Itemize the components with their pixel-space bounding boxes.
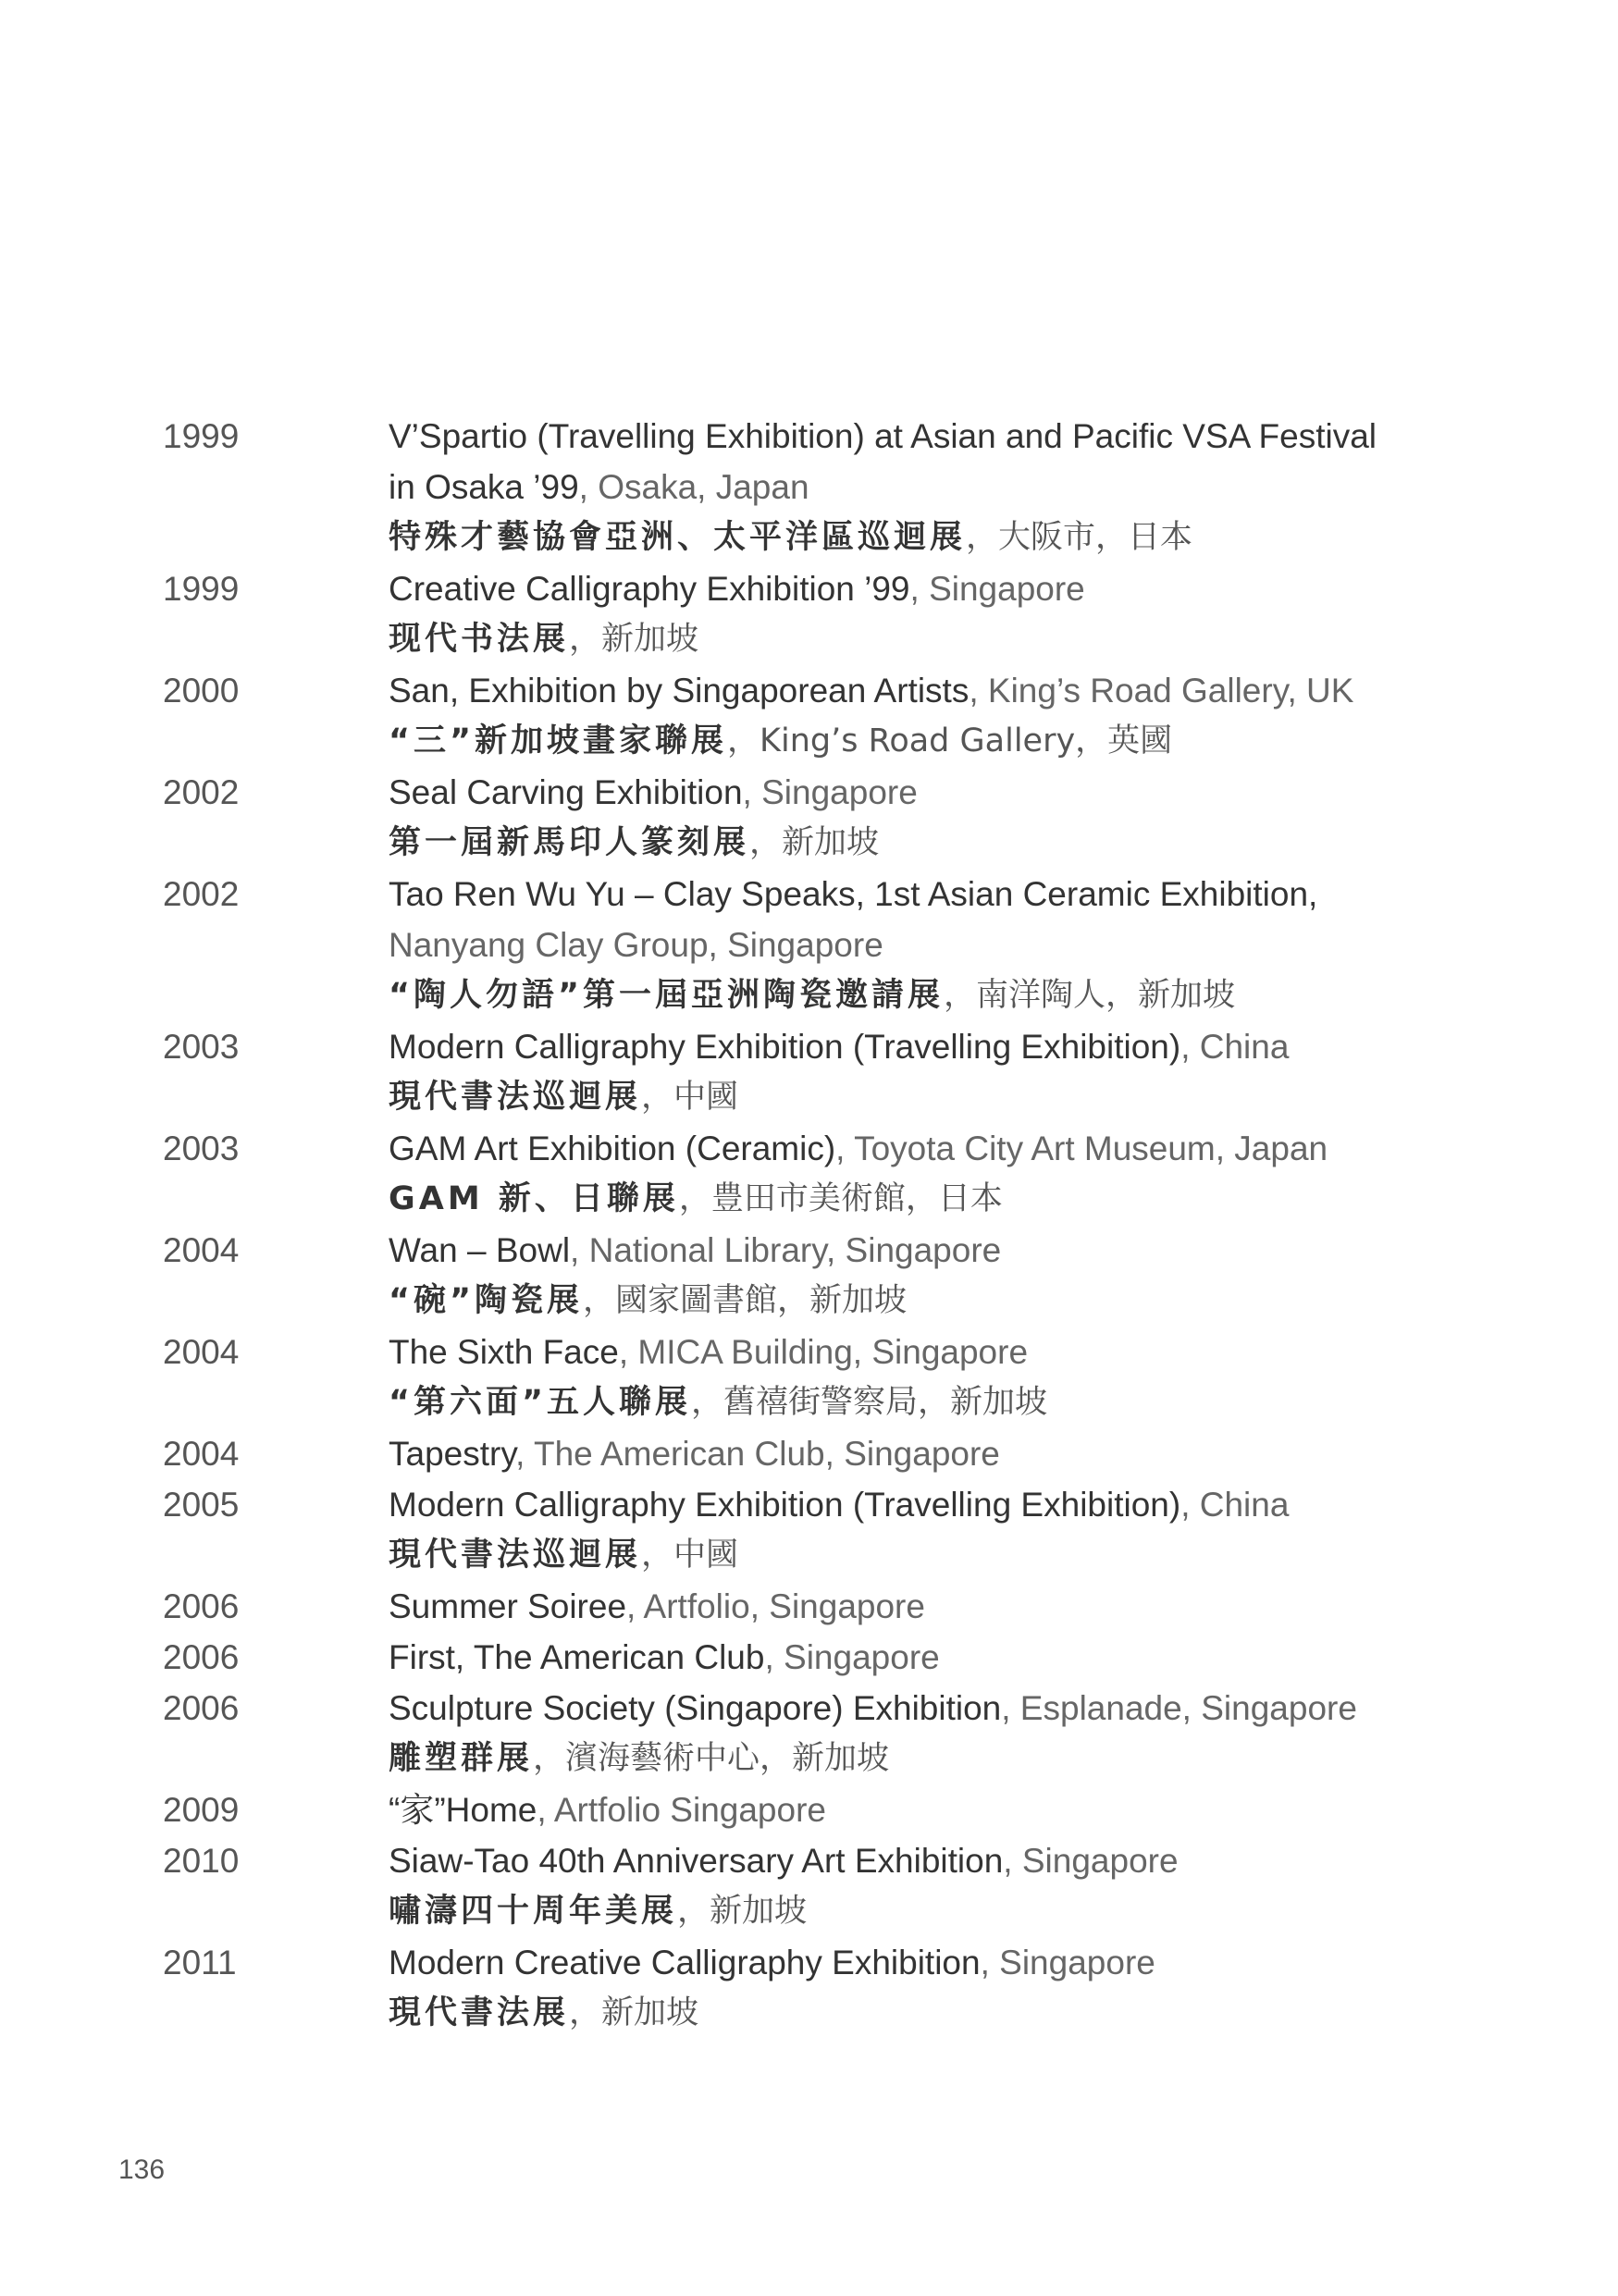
exhibition-title: Seal Carving Exhibition [389, 773, 743, 811]
exhibition-venue: ，大阪市，日本 [966, 519, 1193, 556]
entry-year: 1999 [163, 417, 240, 455]
exhibition-venue: ，新加坡 [569, 621, 699, 658]
chinese-title-line [389, 512, 1499, 563]
chinese-title-line [389, 716, 1499, 767]
entry-year: 2002 [163, 773, 240, 811]
exhibition-venue: Nanyang Clay Group, Singapore [389, 926, 883, 964]
entry-year: 2010 [163, 1842, 240, 1880]
exhibition-title: 现代书法展 [389, 621, 570, 658]
chinese-title-line [389, 1276, 1499, 1327]
english-title-line [389, 1479, 1499, 1530]
entry-year: 2006 [163, 1638, 240, 1676]
chinese-title-line [389, 614, 1499, 665]
chinese-title-line [389, 970, 1499, 1021]
exhibition-title: V’Spartio (Travelling Exhibition) at Asian and Pacific VSA Festival [389, 417, 1377, 455]
entry-year: 2002 [163, 875, 240, 913]
exhibition-title: “三”新加坡畫家聯展 [389, 722, 728, 759]
exhibition-title: Summer Soiree [389, 1587, 627, 1625]
english-title-line [389, 411, 1499, 462]
exhibition-venue: ，南洋陶人，新加坡 [944, 977, 1236, 1014]
entry-year: 2011 [163, 1944, 237, 1981]
exhibition-venue: , Toyota City Art Museum, Japan [835, 1129, 1328, 1167]
entry-details [389, 1123, 1499, 1225]
entry-details [389, 1937, 1499, 2039]
exhibition-venue: , The American Club, Singapore [515, 1435, 1000, 1473]
entry-year: 2005 [163, 1486, 240, 1524]
english-title-line [389, 1327, 1499, 1377]
exhibition-title: “家”Home [389, 1791, 537, 1829]
entry-details [389, 411, 1499, 563]
exhibition-title: Modern Calligraphy Exhibition (Travelling Exhibition) [389, 1486, 1181, 1524]
entry-year: 1999 [163, 570, 240, 608]
exhibition-venue: , King’s Road Gallery, UK [969, 672, 1354, 710]
english-title-line [389, 1683, 1499, 1734]
entry-details [389, 869, 1499, 1021]
entry-details [389, 767, 1499, 869]
entry-year: 2000 [163, 672, 240, 710]
exhibition-title: 現代書法巡迴展 [389, 1079, 642, 1116]
entry-details [389, 1581, 1499, 1632]
exhibition-title: 嘯濤四十周年美展 [389, 1893, 678, 1930]
entry-details [389, 1327, 1499, 1428]
exhibition-title: Modern Calligraphy Exhibition (Travelling Exhibition) [389, 1028, 1181, 1066]
english-title-line [389, 767, 1499, 818]
exhibition-title: Modern Creative Calligraphy Exhibition [389, 1944, 981, 1981]
entry-details [389, 1632, 1499, 1683]
english-title-line [389, 1225, 1499, 1276]
exhibition-venue: , Artfolio, Singapore [626, 1587, 925, 1625]
english-title-line [389, 1021, 1499, 1072]
entry-details [389, 665, 1499, 767]
exhibition-title: Sculpture Society (Singapore) Exhibition [389, 1689, 1002, 1727]
exhibition-venue: , Osaka, Japan [578, 468, 809, 506]
exhibition-venue: , Singapore [764, 1638, 940, 1676]
entry-year: 2004 [163, 1435, 240, 1473]
exhibition-venue: , Artfolio Singapore [537, 1791, 826, 1829]
entry-details [389, 1784, 1499, 1835]
chinese-title-line [389, 1734, 1499, 1784]
exhibition-title: 特殊才藝協會亞洲、太平洋區巡迴展 [389, 519, 967, 556]
exhibition-title: Tapestry [389, 1435, 516, 1473]
english-title-line [389, 563, 1499, 614]
exhibition-venue: , China [1180, 1486, 1290, 1524]
exhibition-venue: ，新加坡 [569, 1994, 699, 2031]
english-title-line [389, 920, 1499, 970]
exhibition-title: Wan – Bowl [389, 1231, 571, 1269]
entry-year: 2004 [163, 1231, 240, 1269]
exhibition-venue: , Esplanade, Singapore [1001, 1689, 1357, 1727]
entry-details [389, 1835, 1499, 1937]
exhibition-venue: ，新加坡 [677, 1893, 808, 1930]
exhibition-venue: ，中國 [641, 1079, 739, 1116]
english-title-line [389, 1123, 1499, 1174]
chinese-title-line [389, 1988, 1499, 2039]
entry-details [389, 1479, 1499, 1581]
english-title-line [389, 665, 1499, 716]
entry-year: 2006 [163, 1587, 240, 1625]
exhibition-title: San, Exhibition by Singaporean Artists [389, 672, 970, 710]
exhibition-title: First, The American Club [389, 1638, 765, 1676]
entry-year: 2006 [163, 1689, 240, 1727]
english-title-line [389, 1632, 1499, 1683]
chinese-title-line [389, 1174, 1499, 1225]
exhibition-title: “碗”陶瓷展 [389, 1282, 584, 1319]
exhibition-venue: ，國家圖書館，新加坡 [583, 1282, 908, 1319]
entry-year: 2003 [163, 1028, 240, 1066]
exhibition-title: GAM 新、日聯展 [389, 1180, 679, 1217]
exhibition-title: 第一屆新馬印人篆刻展 [389, 824, 750, 861]
exhibition-title: Tao Ren Wu Yu – Clay Speaks, 1st Asian Ceramic Exhibition, [389, 875, 1318, 913]
english-title-line [389, 1835, 1499, 1886]
entry-year: 2004 [163, 1333, 240, 1371]
entry-details [389, 563, 1499, 665]
exhibition-venue: ，中國 [641, 1537, 739, 1574]
english-title-line [389, 1428, 1499, 1479]
english-title-line [389, 1937, 1499, 1988]
entry-year: 2009 [163, 1791, 240, 1829]
exhibition-venue: ，豊田市美術館，日本 [678, 1180, 1003, 1217]
exhibition-venue: ，舊禧街警察局，新加坡 [691, 1384, 1048, 1421]
exhibition-title: GAM Art Exhibition (Ceramic) [389, 1129, 836, 1167]
exhibition-venue: , Singapore [1003, 1842, 1179, 1880]
english-title-line [389, 869, 1499, 920]
entry-details [389, 1683, 1499, 1784]
exhibition-title: “陶人勿語”第一屆亞洲陶瓷邀請展 [389, 977, 945, 1014]
exhibition-title: in Osaka ’99 [389, 468, 579, 506]
exhibition-venue: , Singapore [742, 773, 918, 811]
exhibition-venue: , Singapore [909, 570, 1085, 608]
exhibition-title: 現代書法展 [389, 1994, 570, 2031]
entry-year: 2003 [163, 1129, 240, 1167]
exhibition-title: Siaw-Tao 40th Anniversary Art Exhibition [389, 1842, 1004, 1880]
exhibition-venue: ，King’s Road Gallery，英國 [727, 722, 1173, 759]
english-title-line [389, 462, 1499, 512]
exhibition-venue: , China [1180, 1028, 1290, 1066]
exhibition-title: “第六面”五人聯展 [389, 1384, 692, 1421]
entry-details [389, 1428, 1499, 1479]
chinese-title-line [389, 1886, 1499, 1937]
exhibition-title: The Sixth Face [389, 1333, 619, 1371]
chinese-title-line [389, 1530, 1499, 1581]
exhibition-title: 現代書法巡迴展 [389, 1537, 642, 1574]
english-title-line [389, 1784, 1499, 1835]
english-title-line [389, 1581, 1499, 1632]
exhibition-title: Creative Calligraphy Exhibition ’99 [389, 570, 910, 608]
chinese-title-line [389, 1377, 1499, 1428]
exhibition-venue: ，新加坡 [749, 824, 880, 861]
entry-details [389, 1021, 1499, 1123]
chinese-title-line [389, 818, 1499, 869]
exhibition-venue: , Singapore [980, 1944, 1155, 1981]
chinese-title-line [389, 1072, 1499, 1123]
exhibition-venue: , National Library, Singapore [570, 1231, 1002, 1269]
entry-details [389, 1225, 1499, 1327]
page-number: 136 [118, 2154, 166, 2185]
exhibition-title: 雕塑群展 [389, 1740, 534, 1777]
exhibition-venue: ，濱海藝術中心，新加坡 [533, 1740, 890, 1777]
exhibition-venue: , MICA Building, Singapore [618, 1333, 1029, 1371]
